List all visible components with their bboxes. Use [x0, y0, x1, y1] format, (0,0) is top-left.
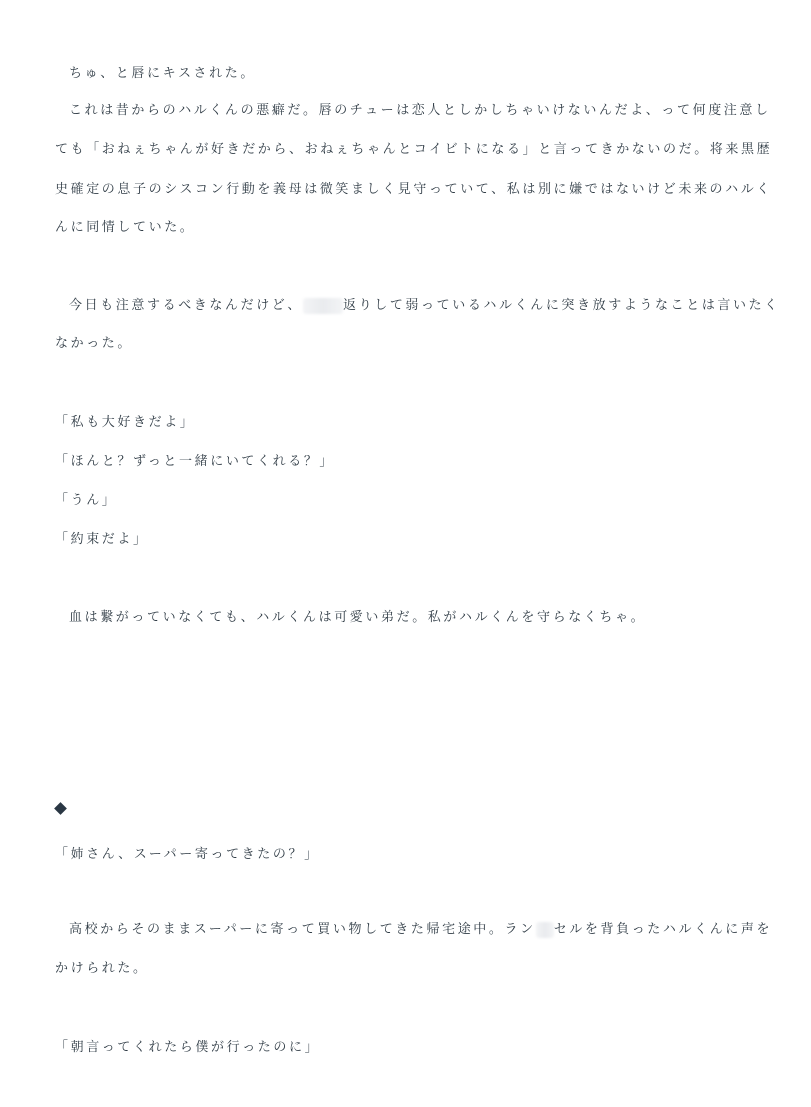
paragraph-today-text-a: 今日も注意するべきなんだけど、	[69, 298, 304, 313]
paragraph-habit-line-3: 史確定の息子のシスコン行動を義母は微笑ましく見守っていて、私は別に嫌ではないけど未来のハルく	[55, 182, 772, 197]
blurred-character	[536, 922, 554, 938]
paragraph-today-text-b: 返りして弱っているハルくんに突き放すようなことは言いたく	[343, 298, 780, 313]
paragraph-habit-line-2: ても「おねぇちゃんが好きだから、おねぇちゃんとコイビトになる」と言ってきかないのだ。将来黒歴	[55, 142, 773, 157]
dialogue-line-yes: 「うん」	[55, 493, 118, 508]
paragraph-homeward-line-2: かけられた。	[55, 961, 149, 976]
blurred-word	[303, 298, 343, 314]
dialogue-line-supermarket: 「姉さん、スーパー寄ってきたの？」	[55, 847, 320, 862]
dialogue-line-love: 「私も大好きだよ」	[55, 415, 196, 430]
dialogue-line-morning: 「朝言ってくれたら僕が行ったのに」	[55, 1040, 321, 1055]
dialogue-line-promise: 「約束だよ」	[55, 532, 149, 547]
paragraph-habit-line-1: これは昔からのハルくんの悪癖だ。唇のチューは恋人としかしちゃいけないんだよ、って何度注意し	[69, 103, 771, 118]
paragraph-kiss: ちゅ、と唇にキスされた。	[69, 66, 256, 81]
paragraph-brother: 血は繋がっていなくても、ハルくんは可愛い弟だ。私がハルくんを守らなくちゃ。	[69, 610, 647, 625]
paragraph-homeward-text-a: 高校からそのままスーパーに寄って買い物してきた帰宅途中。ラン	[69, 922, 536, 937]
paragraph-homeward-text-b: セルを背負ったハルくんに声を	[553, 922, 773, 937]
paragraph-today-line-1	[55, 296, 789, 316]
paragraph-today-line-2: なかった。	[55, 336, 134, 351]
diamond-separator-icon	[54, 802, 67, 815]
paragraph-homeward-line-1	[55, 920, 789, 940]
paragraph-habit-line-4: んに同情していた。	[55, 220, 196, 235]
dialogue-line-together: 「ほんと？ずっと一緒にいてくれる？」	[55, 454, 336, 469]
